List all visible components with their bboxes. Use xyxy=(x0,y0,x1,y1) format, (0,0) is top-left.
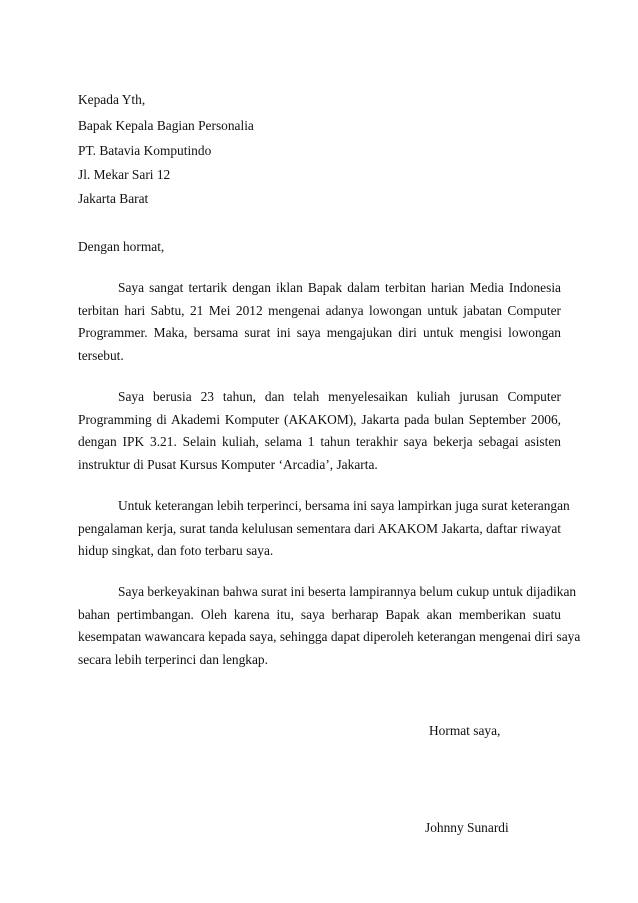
paragraph-row: Programmer. Maka, bersama surat ini saya mengajukan diri untuk mengisi lowongan xyxy=(78,325,561,340)
recipient-line-5: Jakarta Barat xyxy=(78,191,149,206)
paragraph-row: dengan IPK 3.21. Selain kuliah, selama 1 tahun terakhir saya bekerja sebagai asisten xyxy=(78,434,561,449)
paragraph-row: kesempatan wawancara kepada saya, sehingga dapat diperoleh keterangan mengenai diri saya xyxy=(78,629,581,644)
paragraph-row: terbitan hari Sabtu, 21 Mei 2012 mengenai adanya lowongan untuk jabatan Computer xyxy=(78,303,561,318)
recipient-line-1: Kepada Yth, xyxy=(78,92,146,107)
paragraph-row: Saya sangat tertarik dengan iklan Bapak dalam terbitan harian Media Indonesia xyxy=(118,280,561,295)
paragraph-row: bahan pertimbangan. Oleh karena itu, saya berharap Bapak akan memberikan suatu xyxy=(78,607,561,622)
recipient-line-3: PT. Batavia Komputindo xyxy=(78,143,212,158)
paragraph-row: Saya berkeyakinan bahwa surat ini beserta lampirannya belum cukup untuk dijadikan xyxy=(118,584,577,599)
paragraph-row: secara lebih terperinci dan lengkap. xyxy=(78,652,268,667)
paragraph-row: tersebut. xyxy=(78,348,124,363)
closing: Hormat saya, xyxy=(429,723,501,738)
recipient-line-4: Jl. Mekar Sari 12 xyxy=(78,167,171,182)
signature-name: Johnny Sunardi xyxy=(425,820,509,835)
paragraph-row: Saya berusia 23 tahun, dan telah menyelesaikan kuliah jurusan Computer xyxy=(118,389,561,404)
salutation: Dengan hormat, xyxy=(78,239,165,254)
recipient-line-2: Bapak Kepala Bagian Personalia xyxy=(78,118,254,133)
paragraph-row: Untuk keterangan lebih terperinci, bersama ini saya lampirkan juga surat keterangan xyxy=(118,498,570,513)
paragraph-row: Programming di Akademi Komputer (AKAKOM), Jakarta pada bulan September 2006, xyxy=(78,412,561,427)
paragraph-row: hidup singkat, dan foto terbaru saya. xyxy=(78,543,274,558)
paragraph-row: pengalaman kerja, surat tanda kelulusan sementara dari AKAKOM Jakarta, daftar riwayat xyxy=(78,521,561,536)
paragraph-row: instruktur di Pusat Kursus Komputer ‘Arcadia’, Jakarta. xyxy=(78,457,378,472)
